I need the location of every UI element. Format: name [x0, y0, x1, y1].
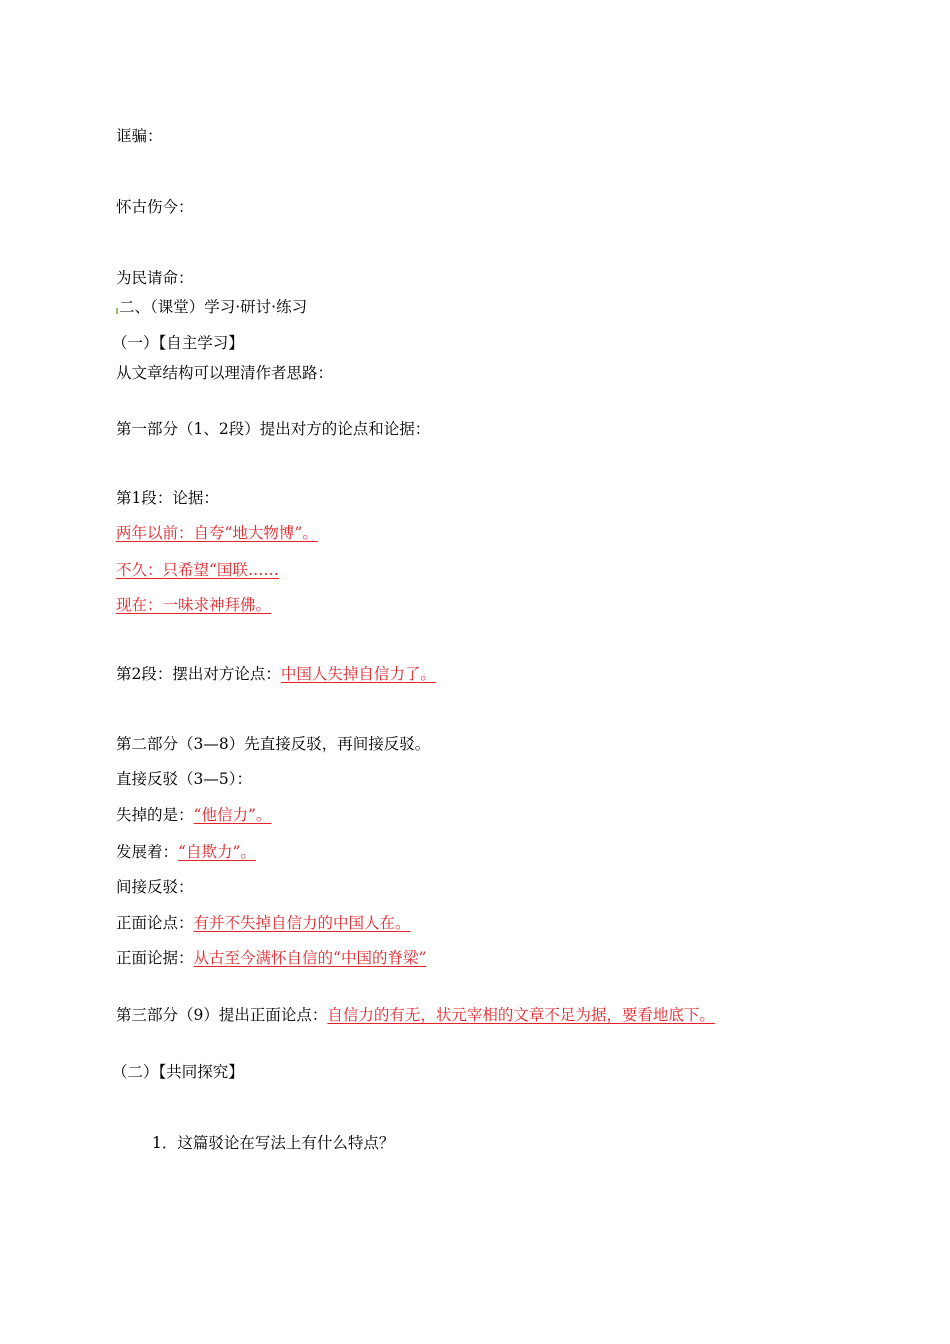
- para1-label: 第1段：论据：: [116, 489, 219, 507]
- develop-answer: “自欺力”。: [178, 843, 256, 861]
- positive-evidence-line: [116, 948, 426, 968]
- para1-answer-2: 不久：只希望“国联……: [116, 561, 279, 579]
- direct-rebuttal-line: 直接反驳（3—5）：: [116, 770, 252, 788]
- positive-point-answer: 有并不失掉自信力的中国人在。: [193, 914, 411, 932]
- indirect-rebuttal-line: 间接反驳：: [116, 878, 194, 896]
- part1-line: 第一部分（1、2段）提出对方的论点和论据：: [116, 420, 431, 438]
- part3-line: [116, 1005, 715, 1025]
- positive-evidence-answer: 从古至今满怀自信的“中国的脊梁”: [193, 949, 427, 967]
- subsection-self-study: （一）【自主学习】: [112, 334, 244, 352]
- positive-evidence-label: 正面论据：: [116, 949, 194, 967]
- intro-line: 从文章结构可以理清作者思路：: [116, 364, 334, 382]
- term-weimin: 为民请命：: [116, 269, 194, 287]
- subsection-joint-inquiry: （二）【共同探究】: [112, 1063, 244, 1081]
- part3-label: 第三部分（9）提出正面论点：: [116, 1006, 328, 1024]
- lost-label: 失掉的是：: [116, 806, 194, 824]
- section-heading-text: 二、（课堂）学习·研讨·练习: [119, 298, 308, 316]
- positive-point-line: [116, 913, 411, 933]
- develop-line: [116, 842, 256, 862]
- lost-answer: “他信力”。: [193, 806, 272, 824]
- para2-answer: 中国人失掉自信力了。: [280, 665, 436, 683]
- term-kuangpian: 诓骗：: [116, 127, 163, 145]
- para1-answer-3: 现在：一味求神拜佛。: [116, 596, 272, 614]
- para2-line: [116, 664, 436, 684]
- section-heading: [116, 297, 307, 317]
- question-1: 1．这篇驳论在写法上有什么特点？: [152, 1134, 395, 1152]
- margin-marker: [116, 308, 118, 314]
- lost-line: [116, 805, 271, 825]
- develop-label: 发展着：: [116, 843, 179, 861]
- positive-point-label: 正面论点：: [116, 914, 194, 932]
- part2-line: 第二部分（3—8）先直接反驳，再间接反驳。: [116, 735, 431, 753]
- part3-answer: 自信力的有无，状元宰相的文章不足为据，要看地底下。: [327, 1006, 715, 1024]
- para2-label: 第2段：摆出对方论点：: [116, 665, 281, 683]
- term-huaigu: 怀古伤今：: [116, 198, 194, 216]
- para1-answer-1: 两年以前：自夸“地大物博”。: [116, 524, 318, 542]
